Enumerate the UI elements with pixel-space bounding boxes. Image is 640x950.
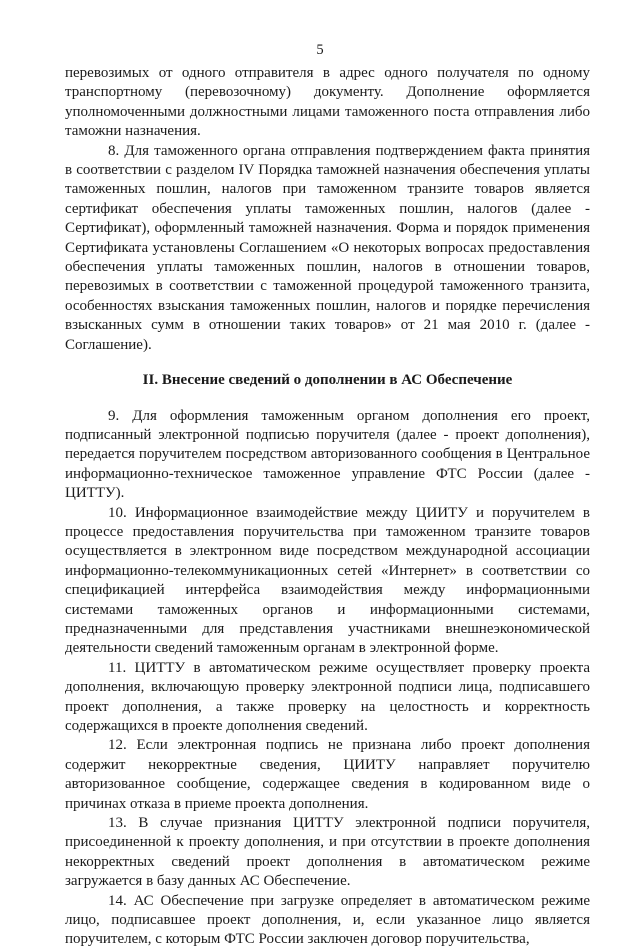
paragraph-14: 14. АС Обеспечение при загрузке определяет в автоматическом режиме лицо, подписавшее проект дополнения, и, если указанное лицо является поручителем, с которым ФТС России заключен договор поручительства,: [65, 892, 590, 948]
document-body: [65, 64, 590, 950]
paragraph-11: 11. ЦИТТУ в автоматическом режиме осуществляет проверку проекта дополнения, включающую проверку электронной подписи лица, подписавшего проект дополнения, а также проверку на целостность и корректность содержащихся в проекте дополнения сведений.: [65, 659, 590, 734]
paragraph-13: 13. В случае признания ЦИТТУ электронной подписи поручителя, присоединенной к проекту дополнения, и при отсутствии в проекте дополнения некорректных сведений проект дополнения в автоматическом режиме загружается в базу данных АС Обеспечение.: [65, 815, 590, 890]
paragraph-12: 12. Если электронная подпись не признана либо проект дополнения содержит некорректные сведения, ЦИИТУ направляет поручителю авторизованное сообщение, содержащее сведения в кодированном виде о причинах отказа в приеме проекта дополнения.: [65, 737, 590, 812]
paragraph-10: 10. Информационное взаимодействие между ЦИИТУ и поручителем в процессе предоставления поручительства при таможенном транзите товаров осуществляется в электронном виде посредством международной ассоциации информационно-телекоммуникационных сетей «Интернет» в соответствии со спецификацией интерфейса взаимодействия между информационными системами таможенных органов и информационными системами, предназначенными для представления участниками внешнеэкономической деятельности сведений таможенным органам в электронной форме.: [65, 504, 590, 657]
section-heading: II. Внесение сведений о дополнении в АС Обеспечение: [142, 372, 513, 389]
paragraph-continuation: перевозимых от одного отправителя в адрес одного получателя по одному транспортному (перевозочному) документу. Дополнение оформляется уполномоченными должностными лицами таможенного поста отправления либо таможни назначения.: [65, 65, 590, 140]
paragraph-8: 8. Для таможенного органа отправления подтверждением факта принятия в соответствии с разделом IV Порядка таможней назначения обеспечения уплаты таможенных пошлин, налогов при таможенном транзите товаров является сертификат обеспечения уплаты таможенных пошлин, налогов (далее - Сертификат), оформленный таможней назначения. Форма и порядок применения Сертификата установлены Соглашением «О некоторых вопросах предоставления обеспечения уплаты таможенных пошлин, налогов в отношении товаров, перевозимых в соответствии с таможенной процедурой таможенного транзита, особенностях взыскания таможенных пошлин, налогов и порядке перечисления взысканных сумм в отношении таких товаров» от 21 мая 2010 г. (далее - Соглашение).: [65, 142, 590, 353]
page-number: 5: [316, 42, 324, 58]
paragraph-9: 9. Для оформления таможенным органом дополнения его проект, подписанный электронной подписью поручителя (далее - проект дополнения), передается поручителем посредством авторизованного сообщения в Центральное информационно-техническое таможенное управление ФТС России (далее - ЦИТТУ).: [65, 407, 590, 502]
